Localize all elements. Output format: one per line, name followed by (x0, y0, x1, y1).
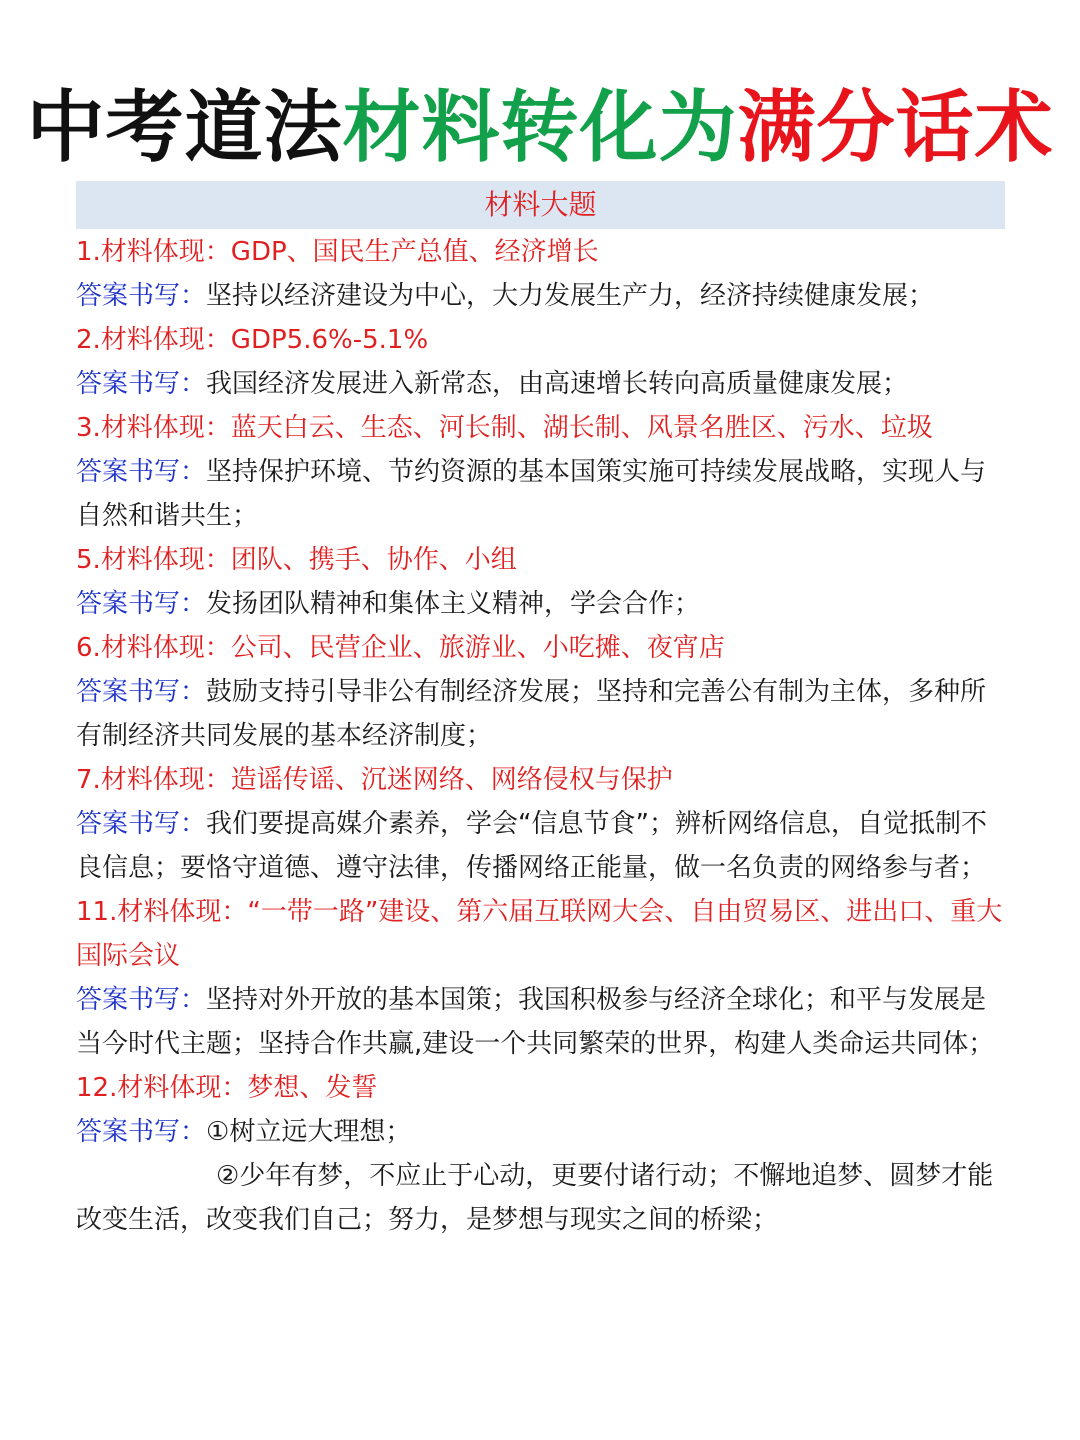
material-line-2: 2.材料体现：GDP5.6%-5.1% (76, 325, 429, 355)
title-part-red: 满分话术 (737, 83, 1054, 173)
answer-block-12-continued (76, 1154, 1005, 1242)
material-line-3: 3.材料体现：蓝天白云、生态、河长制、湖长制、风景名胜区、污水、垃圾 (76, 413, 933, 443)
answer-text-1: 坚持以经济建设为中心，大力发展生产力，经济持续健康发展； (206, 281, 935, 311)
answer-text-12: ①树立远大理想； (206, 1117, 412, 1147)
answer-text-3: 坚持保护环境、节约资源的基本国策实施可持续发展战略，实现人与自然和谐共生； (76, 457, 987, 531)
answer-block-12 (76, 1110, 1005, 1154)
answer-text-6: 鼓励支持引导非公有制经济发展；坚持和完善公有制为主体，多种所有制经济共同发展的基本经济制度； (76, 677, 987, 751)
material-line-11: 11.材料体现：“一带一路”建设、第六届互联网大会、自由贸易区、进出口、重大国际会议 (76, 897, 1003, 971)
answer-block-3 (76, 450, 1005, 538)
answer-label: 答案书写： (76, 369, 207, 399)
answer-block-11 (76, 978, 1005, 1066)
answer-block-5 (76, 582, 1005, 626)
title-part-green: 材料转化为 (342, 83, 738, 173)
answer-text-2: 我国经济发展进入新常态，由高速增长转向高质量健康发展； (206, 369, 909, 399)
material-line-12: 12.材料体现：梦想、发誓 (76, 1073, 378, 1103)
answer-label: 答案书写： (76, 809, 207, 839)
content-body (76, 230, 1005, 1242)
page-title (0, 78, 1080, 178)
answer-text-12-extra: ②少年有梦，不应止于心动，更要付诸行动；不懈地追梦、圆梦才能改变生活，改变我们自己；努力，是梦想与现实之间的桥梁； (76, 1161, 994, 1235)
material-line-6: 6.材料体现：公司、民营企业、旅游业、小吃摊、夜宵店 (76, 633, 725, 663)
answer-label: 答案书写： (76, 457, 207, 487)
answer-label: 答案书写： (76, 1117, 207, 1147)
section-header: 材料大题 (76, 181, 1005, 229)
material-line-7: 7.材料体现：造谣传谣、沉迷网络、网络侵权与保护 (76, 765, 673, 795)
material-line-1: 1.材料体现：GDP、国民生产总值、经济增长 (76, 237, 599, 267)
answer-block-2 (76, 362, 1005, 406)
answer-text-5: 发扬团队精神和集体主义精神，学会合作； (206, 589, 701, 619)
answer-block-7 (76, 802, 1005, 890)
answer-label: 答案书写： (76, 985, 207, 1015)
answer-text-7: 我们要提高媒介素养，学会“信息节食”；辨析网络信息，自觉抵制不良信息；要恪守道德、遵守法律，传播网络正能量，做一名负责的网络参与者； (76, 809, 987, 883)
title-part-black: 中考道法 (26, 83, 343, 173)
answer-label: 答案书写： (76, 677, 207, 707)
answer-label: 答案书写： (76, 589, 207, 619)
answer-text-11: 坚持对外开放的基本国策；我国积极参与经济全球化；和平与发展是当今时代主题；坚持合作共赢,建设一个共同繁荣的世界，构建人类命运共同体； (76, 985, 995, 1059)
answer-block-6 (76, 670, 1005, 758)
answer-label: 答案书写： (76, 281, 207, 311)
material-line-5: 5.材料体现：团队、携手、协作、小组 (76, 545, 517, 575)
answer-block-1 (76, 274, 1005, 318)
